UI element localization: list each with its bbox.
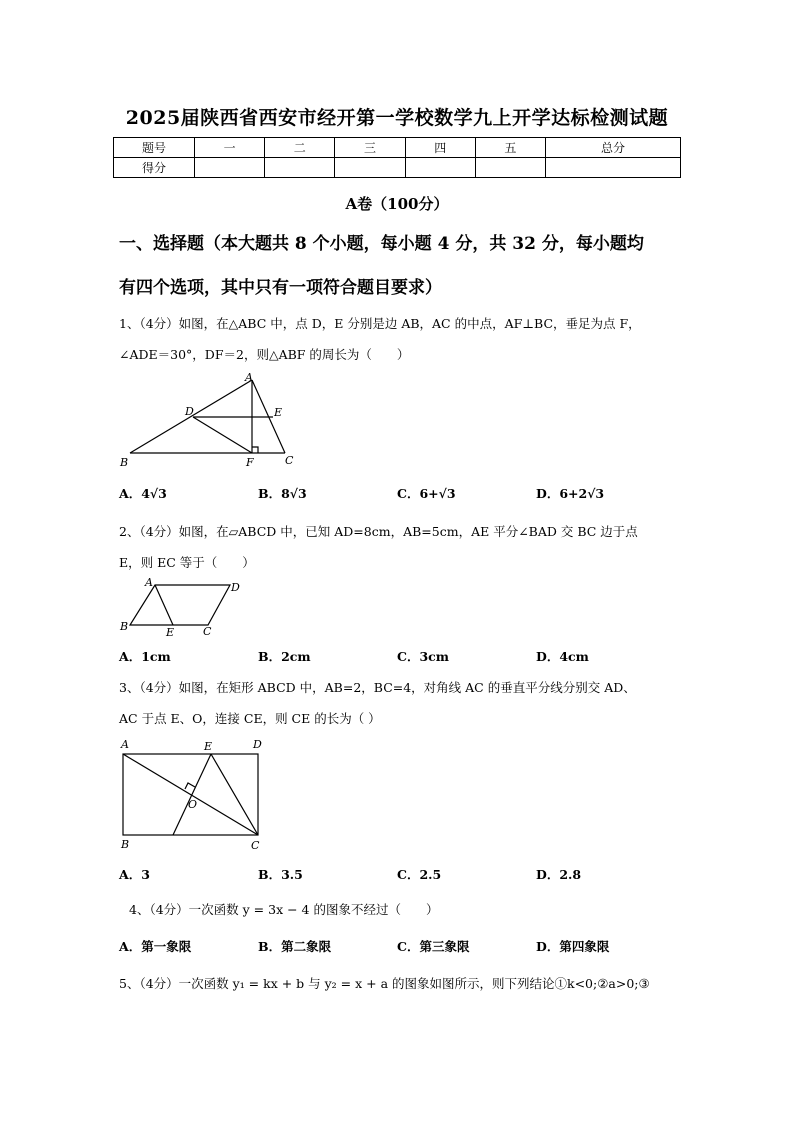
segment-df — [193, 417, 252, 453]
score-table — [113, 137, 681, 178]
q4-text: 4、（4分）一次函数 y = 3x − 4 的图象不经过（ ） — [129, 902, 439, 917]
q3-figure — [113, 734, 273, 854]
q2-option-a[interactable]: A．1cm — [119, 649, 171, 664]
section1-heading: 一、选择题（本大题共 8 个小题，每小题 4 分，共 32 分，每小题均 — [119, 234, 644, 254]
q2-option-d[interactable]: D．4cm — [536, 649, 589, 664]
label-c: C — [203, 625, 212, 638]
table-cell — [195, 158, 265, 178]
table-cell: 五 — [475, 138, 545, 158]
table-cell — [265, 158, 335, 178]
label-e: E — [166, 626, 175, 638]
q4-option-a[interactable]: A．第一象限 — [119, 939, 192, 954]
table-cell — [405, 158, 475, 178]
label-b: B — [120, 456, 129, 469]
label-d: D — [253, 738, 262, 751]
table-cell: 一 — [195, 138, 265, 158]
table-row — [114, 138, 681, 158]
q3-text: 3、（4分）如图，在矩形 ABCD 中，AB=2，BC=4，对角线 AC 的垂直平分线分别交 AD、 — [119, 680, 636, 695]
q3-text-cont: AC 于点 E、O，连接 CE，则 CE 的长为（ ） — [119, 711, 381, 726]
table-cell: 三 — [335, 138, 405, 158]
table-row — [114, 158, 681, 178]
table-cell: 得分 — [114, 158, 195, 178]
q1-option-b[interactable]: B．8√3 — [258, 486, 307, 501]
right-angle-mark — [185, 783, 195, 789]
q4-option-c[interactable]: C．第三象限 — [397, 939, 470, 954]
label-c: C — [251, 839, 260, 852]
q5-text: 5、（4分）一次函数 y₁ = kx + b 与 y₂ = x + a 的图象如图所示，则下列结论①k<0;②a>0;③ — [119, 976, 650, 991]
q4-option-d[interactable]: D．第四象限 — [536, 939, 610, 954]
q2-option-b[interactable]: B．2cm — [258, 649, 311, 664]
q2-text-cont: E，则 EC 等于（ ） — [119, 555, 255, 570]
q1-option-d[interactable]: D．6+2√3 — [536, 486, 605, 501]
table-cell: 总分 — [546, 138, 681, 158]
q3-option-d[interactable]: D．2.8 — [536, 867, 582, 882]
label-a: A — [145, 576, 153, 589]
diagonal-ac — [123, 754, 258, 835]
table-cell — [546, 158, 681, 178]
table-cell: 题号 — [114, 138, 195, 158]
section1-heading-cont: 有四个选项，其中只有一项符合题目要求） — [119, 278, 442, 298]
q1-text: 1、（4分）如图，在△ABC 中，点 D，E 分别是边 AB，AC 的中点，AF⊥BC，垂足为点 F， — [119, 316, 641, 331]
label-f: F — [246, 456, 254, 469]
table-cell — [475, 158, 545, 178]
label-d: D — [185, 405, 194, 418]
q1-text-cont: ∠ADE＝30°，DF＝2，则△ABF 的周长为（ ） — [119, 347, 410, 362]
table-cell: 二 — [265, 138, 335, 158]
label-a: A — [121, 738, 129, 751]
label-e: E — [204, 740, 213, 753]
table-cell — [335, 158, 405, 178]
q2-figure — [115, 576, 245, 638]
perpendicular-bisector — [173, 754, 211, 835]
page-title: 2025届陕西省西安市经开第一学校数学九上开学达标检测试题 — [125, 107, 669, 129]
q1-option-a[interactable]: A．4√3 — [119, 486, 167, 501]
right-angle-mark — [252, 447, 258, 453]
label-c: C — [285, 454, 294, 467]
label-b: B — [120, 620, 129, 633]
q1-option-c[interactable]: C．6+√3 — [397, 486, 456, 501]
section-a-heading: A卷（100分） — [345, 195, 449, 213]
q3-option-c[interactable]: C．2.5 — [397, 867, 442, 882]
q2-option-c[interactable]: C．3cm — [397, 649, 449, 664]
segment-ce — [211, 754, 258, 835]
q3-option-a[interactable]: A．3 — [119, 867, 150, 882]
parallelogram-abcd — [130, 585, 230, 625]
segment-ae — [155, 585, 173, 625]
q1-figure — [115, 370, 305, 472]
table-cell: 四 — [405, 138, 475, 158]
label-d: D — [231, 581, 240, 594]
q4-option-b[interactable]: B．第二象限 — [258, 939, 332, 954]
label-o: O — [188, 798, 198, 811]
q3-option-b[interactable]: B．3.5 — [258, 867, 303, 882]
label-a: A — [245, 371, 253, 384]
q2-text: 2、（4分）如图，在▱ABCD 中，已知 AD=8cm，AB=5cm，AE 平分∠BAD 交 BC 边于点 — [119, 524, 638, 539]
label-e: E — [274, 406, 283, 419]
label-b: B — [121, 838, 130, 851]
